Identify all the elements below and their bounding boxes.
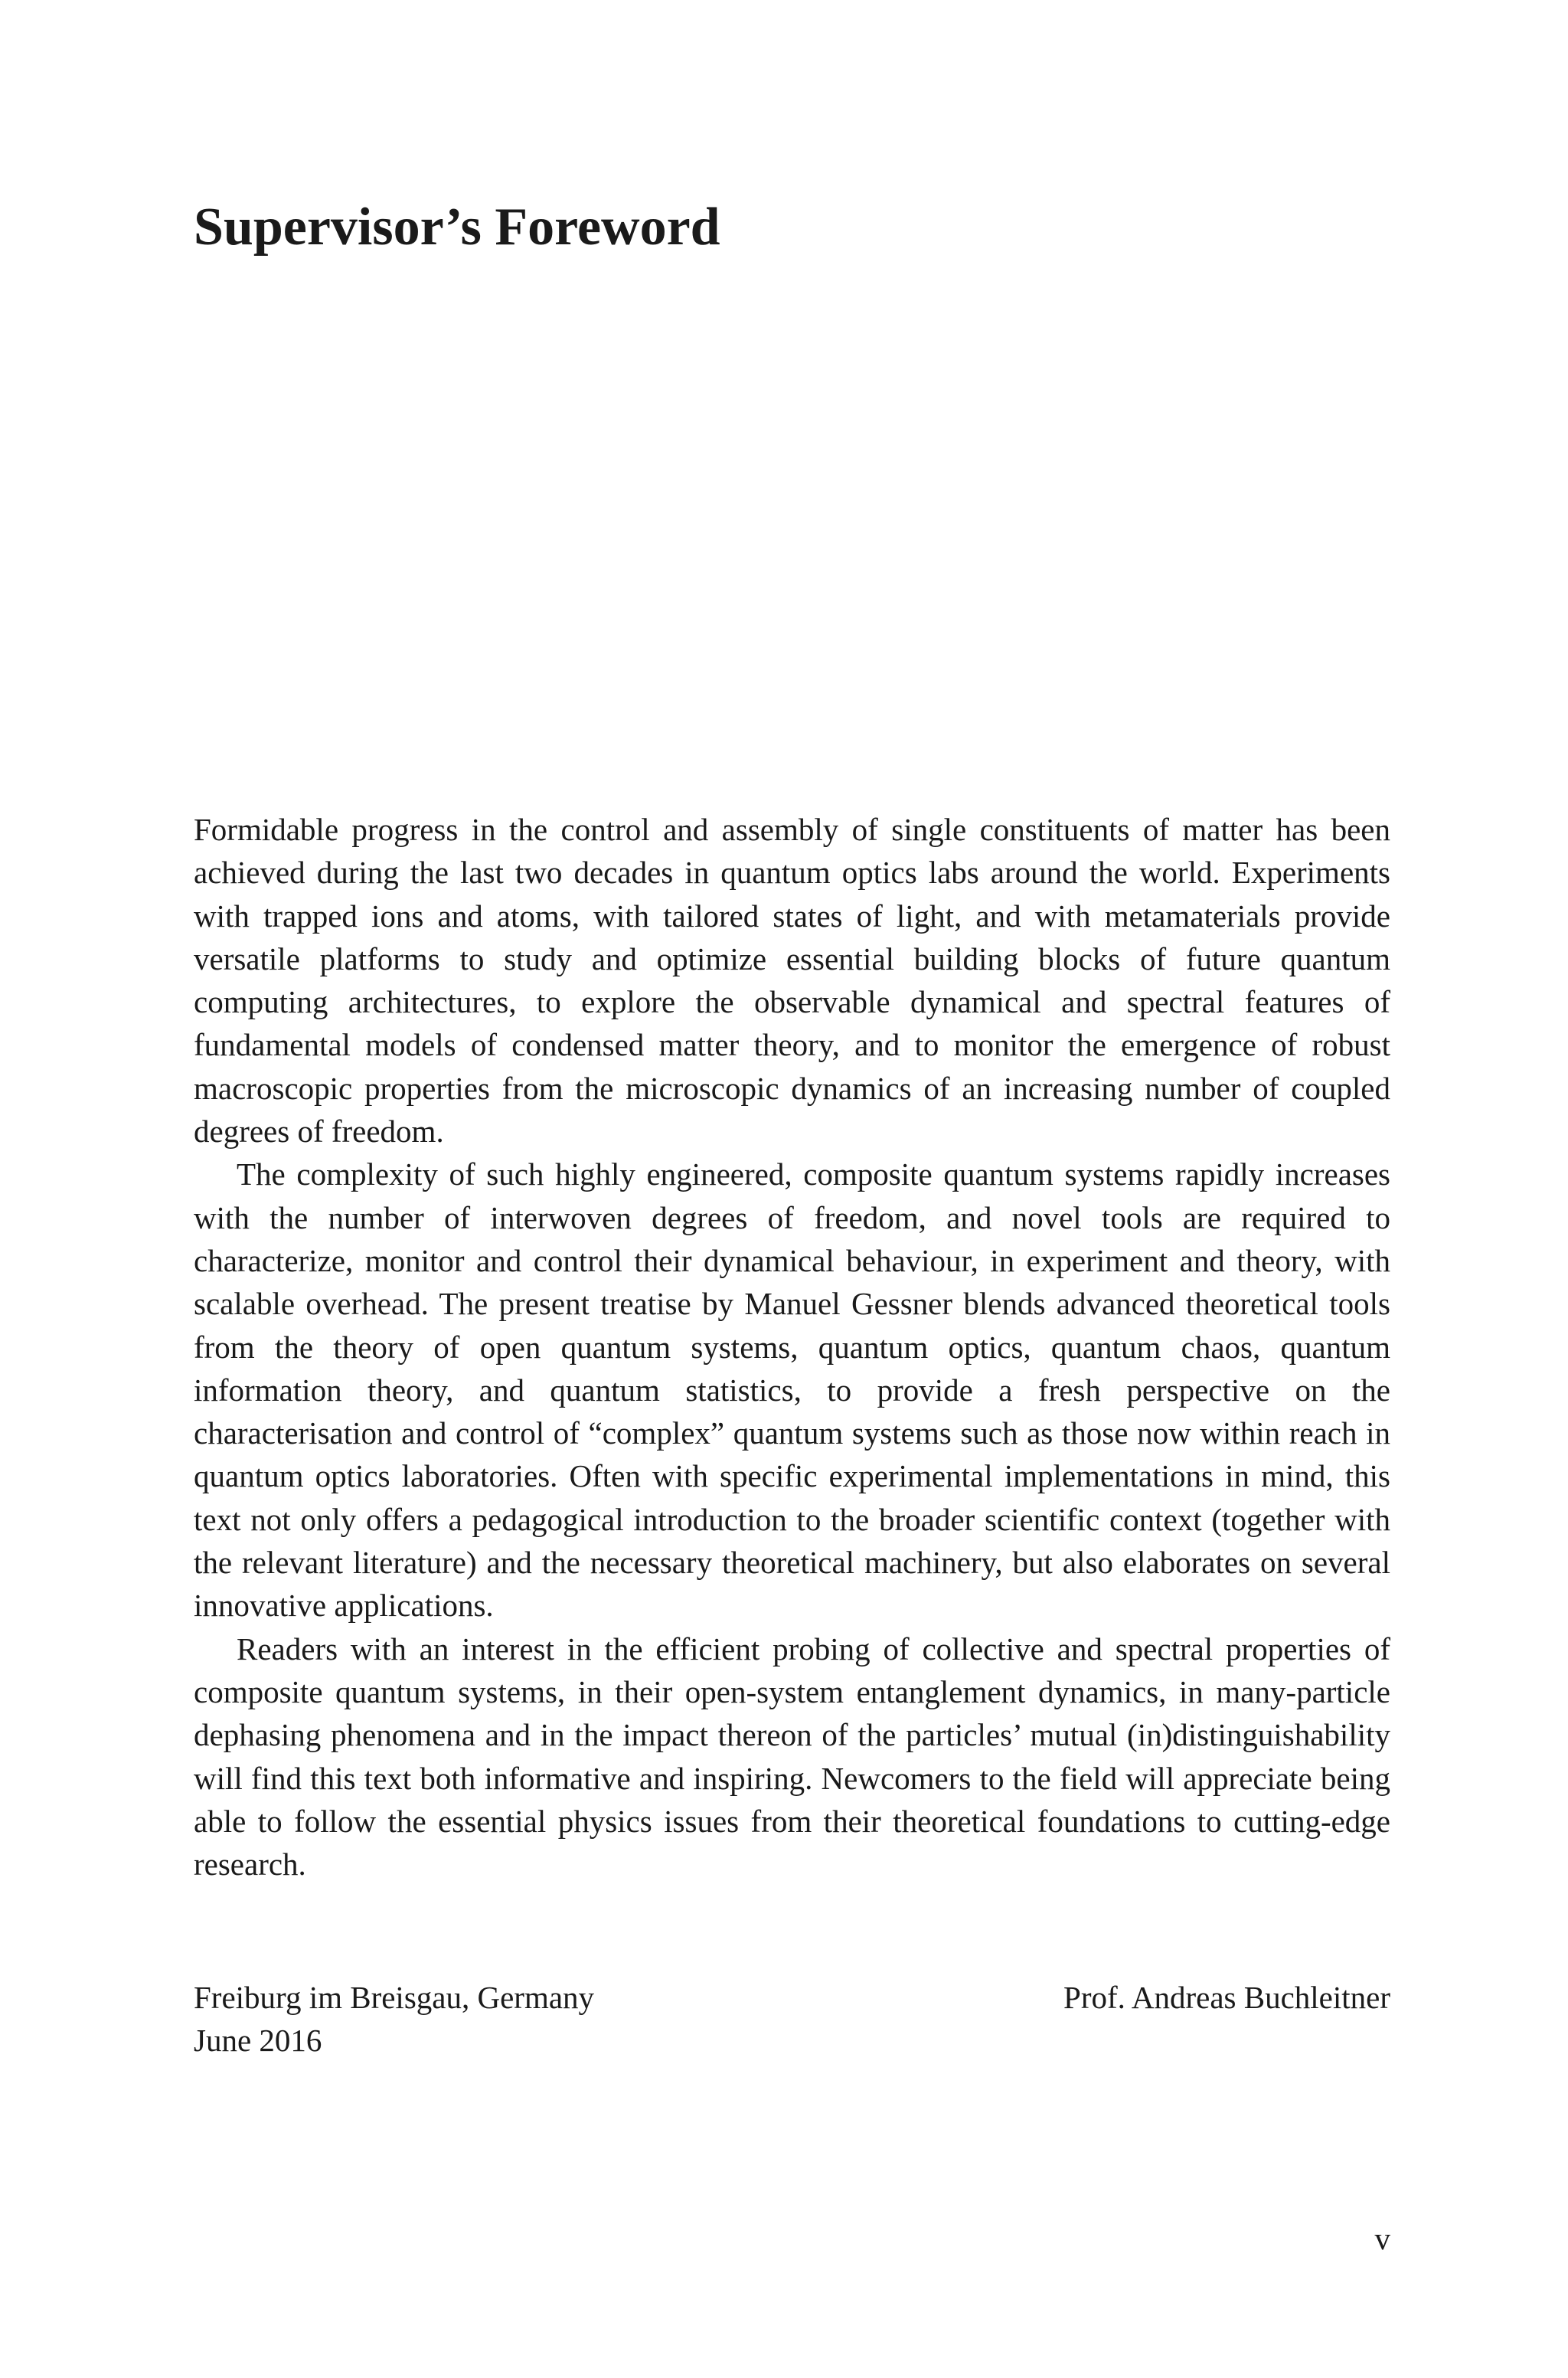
signoff-place: Freiburg im Breisgau, Germany <box>194 1980 595 2015</box>
signoff-block <box>194 1976 1390 2062</box>
paragraph-2: The complexity of such highly engineered, composite quantum systems rapidly increases with the number of interwoven degrees of freedom, and novel tools are required to characterize, monitor and control their dynamical behaviour, in experiment and theory, with scalable overhead. The present treatise by Manuel Gessner blends advanced theoretical tools from the theory of open quantum systems, quantum optics, quantum chaos, quantum information theory, and quantum statistics, to provide a fresh perspective on the characterisation and control of “complex” quantum systems such as those now within reach in quantum optics laboratories. Often with specific experimental implementations in mind, this text not only offers a pedagogical introduction to the broader scientific context (together with the relevant literature) and the necessary theoretical machinery, but also elaborates on several innovative applications. <box>194 1156 1390 1624</box>
foreword-body <box>194 808 1390 1886</box>
page-number: v <box>1374 2221 1390 2256</box>
paragraph-1: Formidable progress in the control and assembly of single constituents of matter has been achieved during the last two decades in quantum optics labs around the world. Experiments with trapped ions and atoms, with tailored states of light, and with metamaterials provide versatile platforms to study and optimize essential building blocks of future quantum computing architectures, to explore the observable dynamical and spectral features of fundamental models of condensed matter theory, and to monitor the emergence of robust macroscopic properties from the microscopic dynamics of an increasing number of coupled degrees of freedom. <box>194 812 1390 1150</box>
page-title: Supervisor’s Foreword <box>194 198 720 257</box>
signoff-author-block <box>1063 1976 1390 2019</box>
signoff-location-date <box>194 1976 594 2062</box>
signoff-date: June 2016 <box>194 2023 322 2059</box>
signoff-author: Prof. Andreas Buchleitner <box>1063 1980 1390 2015</box>
paragraph-3: Readers with an interest in the efficient probing of collective and spectral properties of composite quantum systems, in their open-system entanglement dynamics, in many-particle dephasing phenomena and in the impact thereon of the particles’ mutual (in)distinguishability will find this text both informative and inspiring. Newcomers to the field will appreciate being able to follow the essential physics issues from their theoretical foundations to cutting-edge research. <box>194 1631 1390 1882</box>
